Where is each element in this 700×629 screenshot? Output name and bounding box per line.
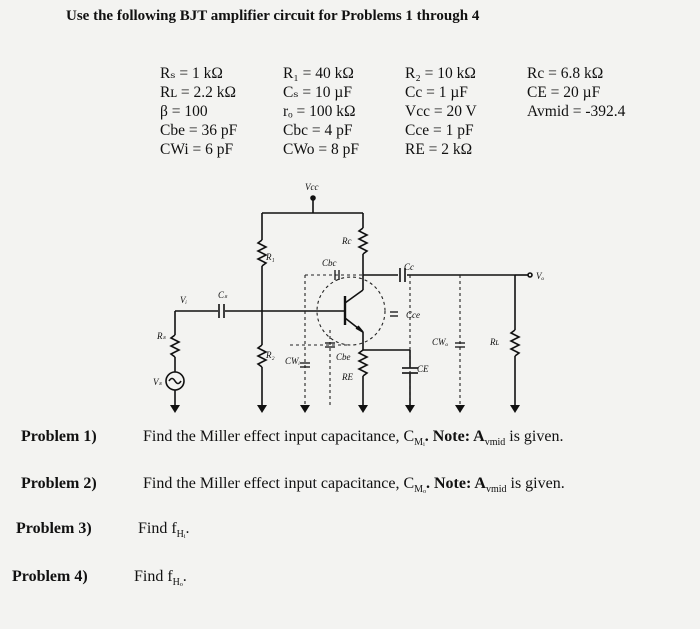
param-r1: R₁ = 40 kΩ (283, 65, 354, 82)
param-cwo: CWo = 8 pF (283, 141, 359, 158)
problem-3 (16, 520, 190, 540)
label-vs: Vₛ (153, 377, 162, 387)
problem-3-text: Find f (138, 520, 177, 537)
param-cbc: Cbc = 4 pF (283, 122, 353, 139)
problem-4-text: Find f (134, 568, 173, 585)
label-rl: Rʟ (490, 337, 500, 347)
param-rl: Rʟ = 2.2 kΩ (160, 84, 237, 101)
label-cbe: Cbe (336, 352, 351, 362)
problem-1-sub: Mᵢ (414, 437, 425, 449)
problem-4 (12, 568, 187, 588)
label-cce: Cce (406, 310, 420, 320)
param-rs: Rₛ = 1 kΩ (160, 65, 223, 82)
label-cbc: Cbc (322, 258, 337, 268)
problem-1-label: Problem 1) (21, 428, 97, 445)
problem-4-sub: Hₒ (172, 577, 183, 589)
problem-1-note-sub: vmid (484, 437, 506, 449)
label-cwo: CWₒ (432, 337, 449, 347)
param-cs: Cₛ = 10 µF (283, 84, 352, 101)
problem-3-sub: Hᵢ (176, 529, 186, 541)
problem-2-note: . Note: A (425, 475, 486, 492)
problem-2-label: Problem 2) (21, 475, 97, 492)
problem-1-text: Find the Miller effect input capacitance, C (143, 428, 415, 445)
param-vcc: Vcc = 20 V (405, 103, 477, 120)
param-avmid: Avmid = -392.4 (527, 103, 626, 120)
problem-1-tail: is given. (505, 428, 564, 445)
label-rs: Rₛ (157, 331, 166, 341)
param-cc: Cc = 1 µF (405, 84, 468, 101)
param-rc: Rc = 6.8 kΩ (527, 65, 604, 82)
param-cwi: CWi = 6 pF (160, 141, 234, 158)
problem-2-text: Find the Miller effect input capacitance, C (143, 475, 415, 492)
problem-1 (21, 428, 563, 448)
param-cce: Cce = 1 pF (405, 122, 474, 139)
label-re: RE (342, 372, 353, 382)
problem-2-sub: Mₒ (414, 484, 426, 496)
label-r1: R₁ (266, 252, 275, 262)
label-vi: Vᵢ (180, 295, 187, 305)
label-r2: R₂ (266, 350, 275, 360)
label-cwi: CWᵢ (285, 356, 300, 366)
problem-2-note-sub: vmid (485, 484, 507, 496)
param-ce: CE = 20 µF (527, 84, 601, 101)
problem-2 (21, 475, 565, 495)
page-title: Use the following BJT amplifier circuit for Problems 1 through 4 (66, 8, 480, 24)
problem-3-tail: . (185, 520, 190, 537)
label-cc: Cc (404, 262, 414, 272)
problem-4-label: Problem 4) (12, 568, 88, 585)
label-ce: CE (417, 364, 429, 374)
param-cbe: Cbe = 36 pF (160, 122, 238, 139)
param-beta: β = 100 (160, 103, 208, 120)
param-r2: R₂ = 10 kΩ (405, 65, 476, 82)
param-ro: rₒ = 100 kΩ (283, 103, 356, 120)
param-re: RE = 2 kΩ (405, 141, 473, 158)
label-cs: Cₛ (218, 290, 228, 300)
label-rc: Rc (342, 236, 352, 246)
problem-4-tail: . (182, 568, 187, 585)
label-vo: Vₒ (536, 271, 545, 281)
problem-3-label: Problem 3) (16, 520, 92, 537)
label-vcc: Vcc (305, 182, 319, 192)
problem-1-note: . Note: A (424, 428, 485, 445)
problem-2-tail: is given. (506, 475, 565, 492)
